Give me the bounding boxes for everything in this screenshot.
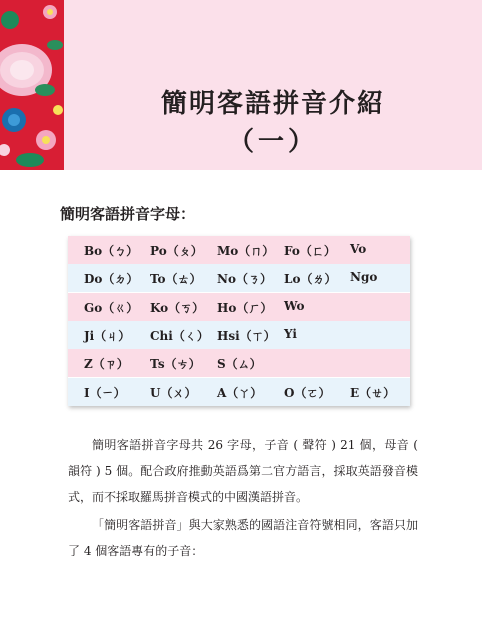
body-paragraph: 簡明客語拼音字母共 26 字母，子音 ( 聲符 ) 21 個，母音 ( 韻符 ) 5 個。配合政府推動英語爲第二官方語言，採取英語發音模式，而不採取羅馬拼音模式的中國漢語拼音。 <box>68 438 418 504</box>
table-row <box>68 293 410 321</box>
page-subtitle: （一） <box>227 127 318 157</box>
table-row <box>68 264 410 292</box>
table-cell: No（ㄋ） <box>217 272 272 286</box>
table-cell: Po（ㄆ） <box>150 244 203 258</box>
table-cell: Bo（ㄅ） <box>84 244 139 258</box>
table-cell: E（ㄝ） <box>350 386 396 400</box>
table-cell: Ts（ㄘ） <box>150 357 201 371</box>
table-cell: Vo <box>350 242 367 256</box>
table-cell: Lo（ㄌ） <box>284 272 337 286</box>
table-cell: Hsi（ㄒ） <box>217 329 276 343</box>
table-row <box>68 321 410 349</box>
section-heading: 簡明客語拼音字母： <box>60 205 196 223</box>
table-cell: Yi <box>284 327 297 341</box>
table-cell: To（ㄊ） <box>150 272 202 286</box>
table-cell: Ko（ㄎ） <box>150 301 205 315</box>
table-row <box>68 378 410 406</box>
flower-pattern-icon <box>0 0 64 170</box>
table-cell: U（ㄨ） <box>150 386 197 400</box>
table-cell: Chi（ㄑ） <box>150 329 209 343</box>
table-cell: Fo（ㄈ） <box>284 244 336 258</box>
body-paragraph: 「簡明客語拼音」與大家熟悉的國語注音符號相同，客語只加了 4 個客語專有的子音： <box>68 518 418 558</box>
table-cell: S（ㄙ） <box>217 357 262 371</box>
table-cell: Ji（ㄐ） <box>84 329 131 343</box>
table-cell: A（ㄚ） <box>217 386 263 400</box>
table-cell: Z（ㄗ） <box>84 357 129 371</box>
alphabet-table <box>68 236 410 406</box>
table-cell: Mo（ㄇ） <box>217 244 275 258</box>
table-cell: Go（ㄍ） <box>84 301 139 315</box>
table-cell: O（ㄛ） <box>284 386 331 400</box>
table-cell: Wo <box>284 299 305 313</box>
table-row <box>68 349 410 377</box>
table-cell: Do（ㄉ） <box>84 272 139 286</box>
table-row <box>68 236 410 264</box>
page-title: 簡明客語拼音介紹 <box>160 89 385 119</box>
table-cell: Ho（ㄏ） <box>217 301 273 315</box>
table-cell: Ngo <box>350 270 378 284</box>
floral-decoration <box>0 0 64 170</box>
table-cell: I（ㄧ） <box>84 386 126 400</box>
